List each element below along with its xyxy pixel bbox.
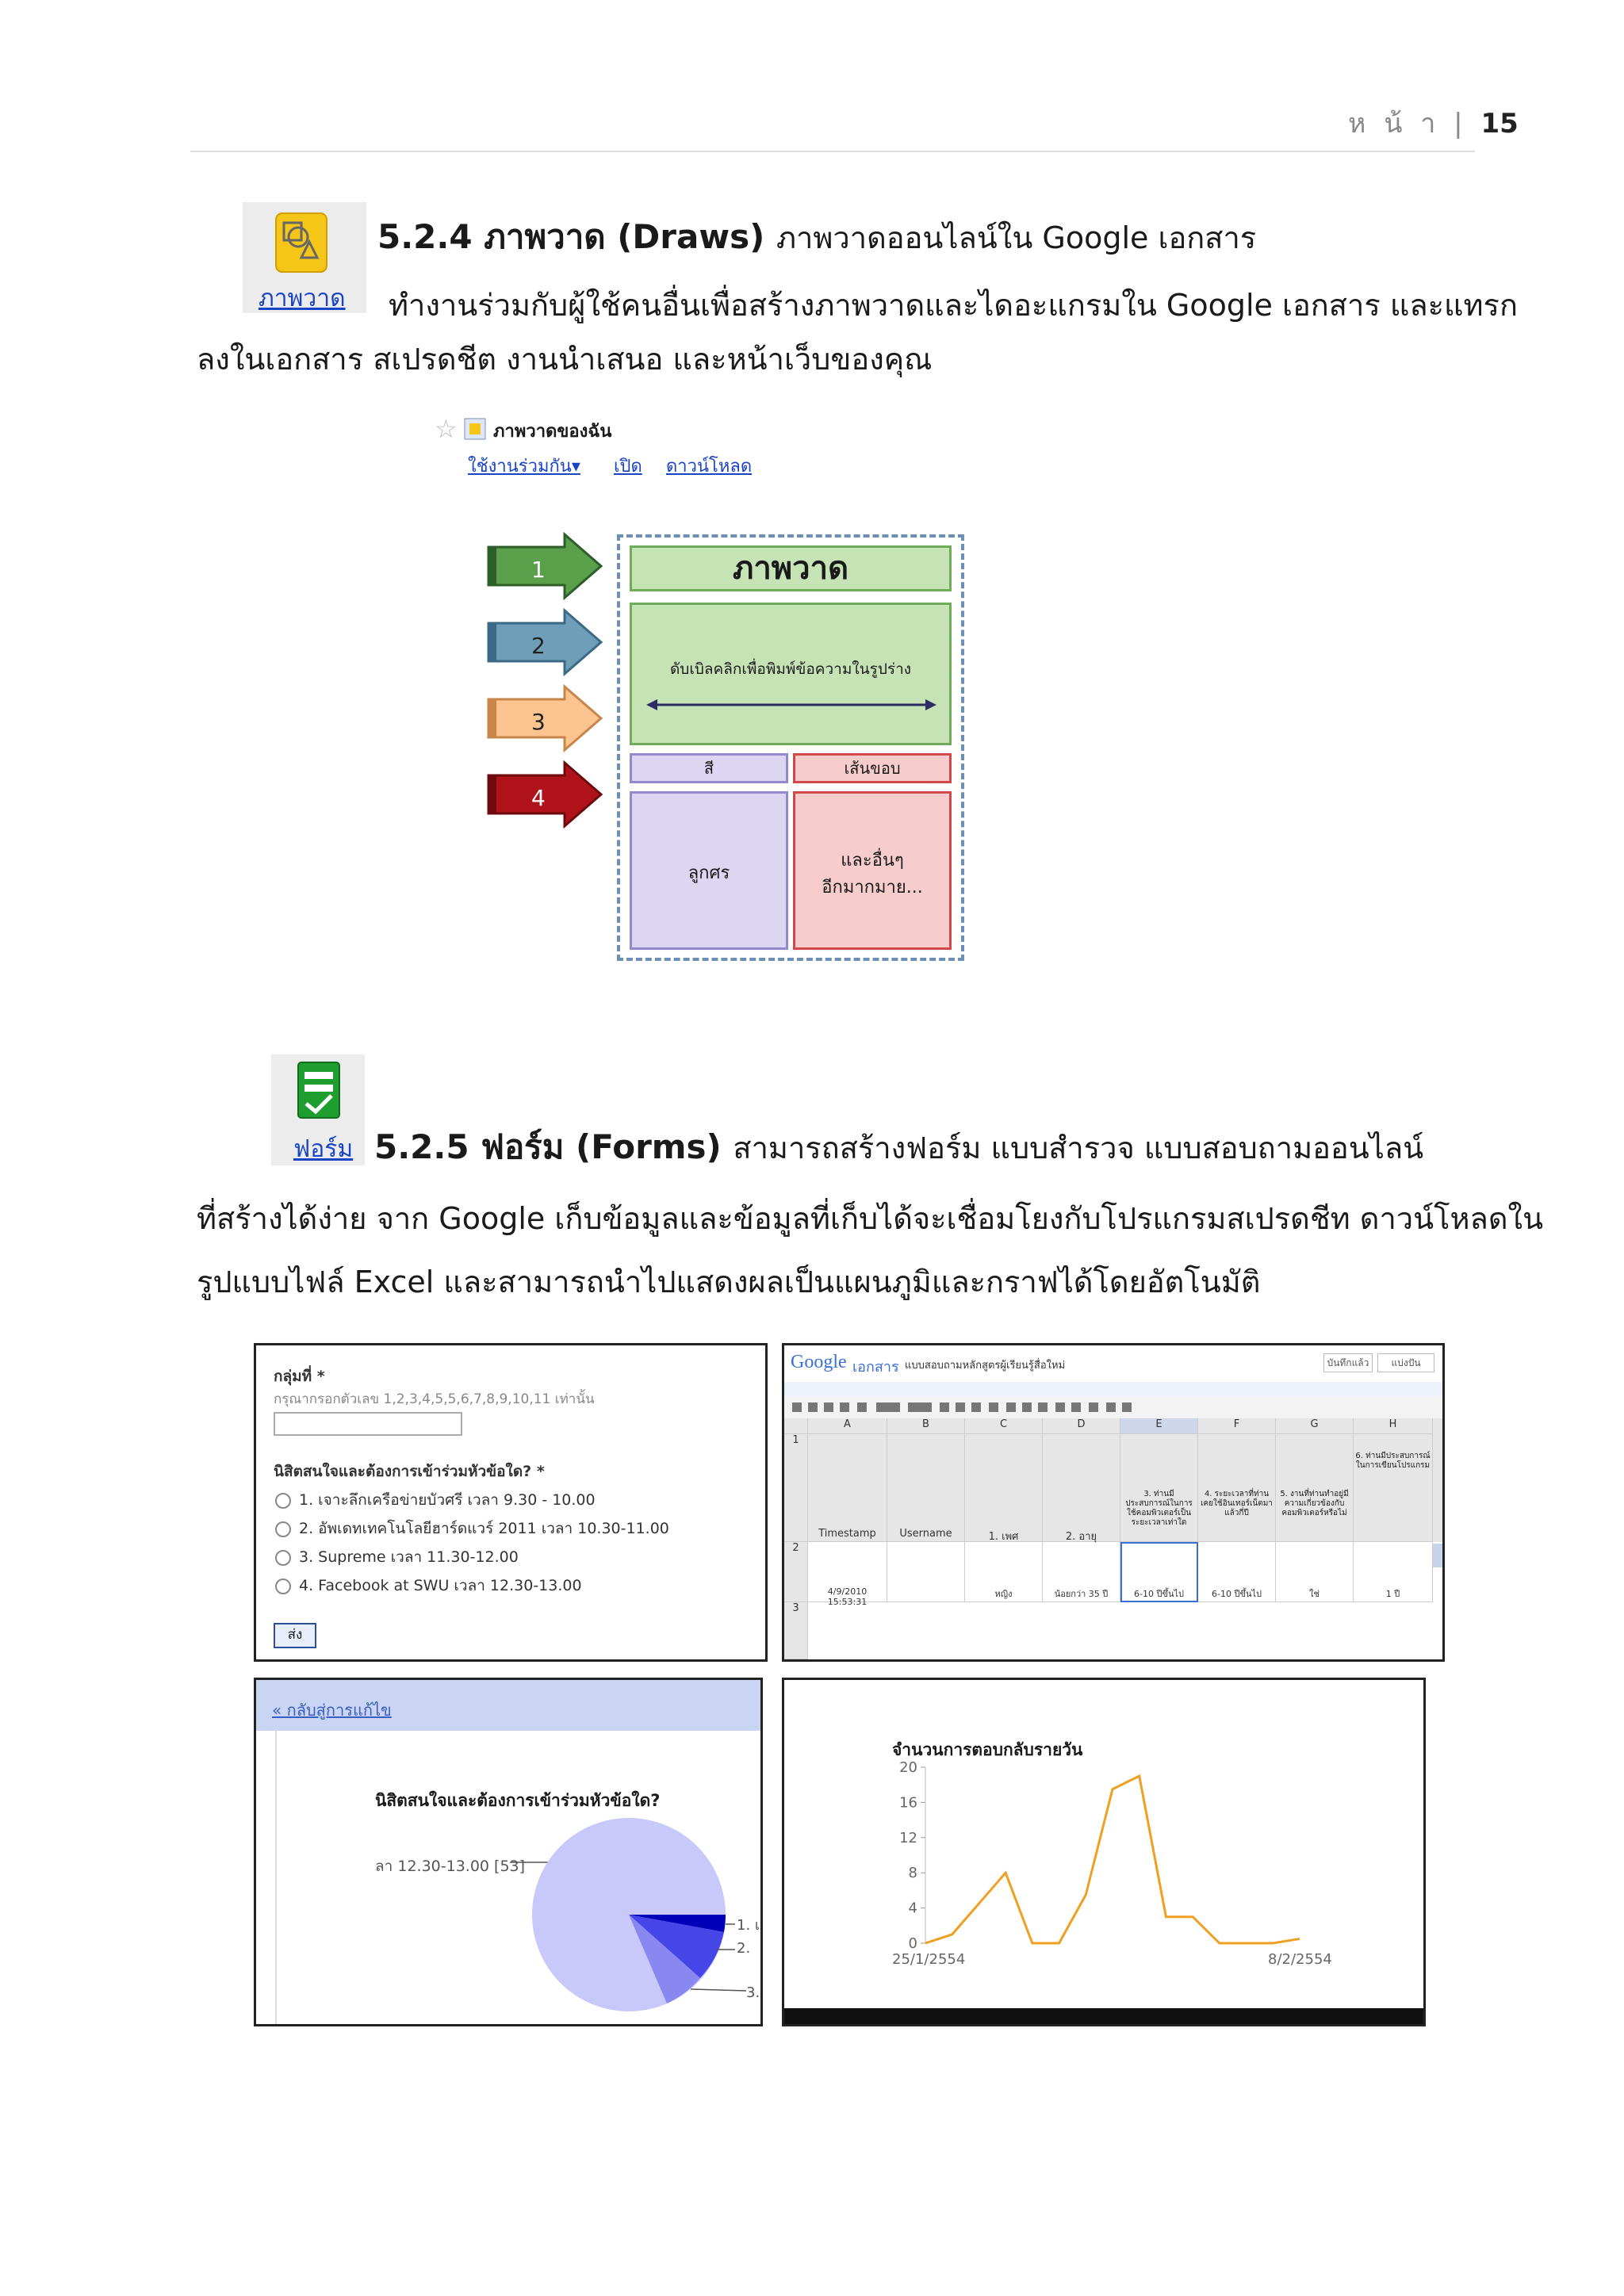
spreadsheet-screenshot bbox=[782, 1343, 1445, 1662]
group-hint: กรุณากรอกตัวเลข 1,2,3,4,5,5,6,7,8,9,10,11 เท่านั้น bbox=[274, 1391, 595, 1407]
draws-paragraph-line1: ทำงานร่วมกับผู้ใช้คนอื่นเพื่อสร้างภาพวาดและไดอะแกรมใน Google เอกสาร และแทรก bbox=[389, 288, 1518, 323]
sheet-header-row: 1 Timestamp Username 1. เพศ 2. อายุ 3. ท่านมีประสบการณ์ในการใช้คอมพิวเตอร์เป็นระยะเวลาเท่าใด 4. ระยะเวลาที่ท่านเคยใช้อินเทอร์เน็ตมาแล้วกี่ปี 5. งานที่ท่านทำอยู่มีความเกี่ยวข้องกับคอมพิวเตอร์หรือไม่ 6. ท่านมีประสบการณ์ในการเขียนโปรแกรม bbox=[784, 1434, 1442, 1542]
x-label-start: 25/1/2554 bbox=[892, 1951, 966, 1968]
share-menu[interactable]: ใช้งานร่วมกัน▾ bbox=[468, 457, 580, 476]
radio-2[interactable] bbox=[275, 1521, 291, 1537]
group-input[interactable] bbox=[274, 1412, 462, 1436]
forms-paragraph-line1: ที่สร้างได้ง่าย จาก Google เก็บข้อมูลและข้อมูลที่เก็บได้จะเชื่อมโยงกับโปรแกรมสเปรดชีท ดาวน์โหลดใน bbox=[197, 1201, 1544, 1236]
page-label: ห น้ า bbox=[1348, 108, 1441, 140]
daily-responses-chart bbox=[784, 1680, 1423, 2024]
radio-3[interactable] bbox=[275, 1550, 291, 1566]
back-to-edit-link[interactable]: « กลับสู่การแก้ไข bbox=[272, 1701, 392, 1720]
form-app-link[interactable]: ฟอร์ม bbox=[293, 1135, 354, 1163]
diagram-title-box: ภาพวาด bbox=[630, 545, 952, 591]
numbered-arrows bbox=[485, 531, 612, 832]
pie-chart-screenshot bbox=[254, 1678, 763, 2026]
pie-label-2: 2. bbox=[737, 1940, 751, 1957]
pie-chart bbox=[256, 1680, 760, 2024]
form-app-icon bbox=[271, 1054, 365, 1134]
double-arrow-icon bbox=[645, 697, 938, 713]
line-chart-title: จำนวนการตอบกลับรายวัน bbox=[892, 1740, 1083, 1759]
download-link[interactable]: ดาวน์โหลด bbox=[666, 457, 753, 476]
bottom-dark-strip bbox=[784, 2008, 1423, 2024]
toolbar-icons bbox=[784, 1396, 1181, 1418]
radio-1[interactable] bbox=[275, 1493, 291, 1509]
draw-app-link[interactable]: ภาพวาด bbox=[259, 285, 346, 312]
selected-cell[interactable]: 6-10 ปีขึ้นไป bbox=[1120, 1542, 1198, 1602]
option-3[interactable]: 3. Supreme เวลา 11.30-12.00 bbox=[275, 1545, 519, 1569]
diagram-arrow-cell: ลูกศร bbox=[630, 791, 788, 950]
question-label: นิสิตสนใจและต้องการเข้าร่วมหัวข้อใด? * bbox=[274, 1463, 545, 1480]
diagram-color-cell: สี bbox=[630, 753, 788, 783]
page-header: ห น้ า | 15 bbox=[1348, 108, 1519, 140]
y-tick-label-20: 20 bbox=[899, 1759, 917, 1776]
arrow-label-2: 2 bbox=[531, 633, 546, 659]
diagram-main-box bbox=[630, 603, 952, 745]
diagram-more-cell: และอื่นๆ อีกมากมาย... bbox=[793, 791, 952, 950]
sheet-titlebar bbox=[784, 1345, 1442, 1382]
drawing-toolbar bbox=[435, 412, 831, 476]
option-4[interactable]: 4. Facebook at SWU เวลา 12.30-13.00 bbox=[275, 1574, 582, 1598]
sheet-toolbar[interactable] bbox=[784, 1396, 1442, 1419]
section-heading-forms: 5.2.5 ฟอร์ม (Forms) สามารถสร้างฟอร์ม แบบสำรวจ แบบสอบถามออนไลน์ bbox=[374, 1127, 1424, 1166]
saved-button[interactable]: บันทึกแล้ว bbox=[1323, 1353, 1373, 1372]
line-chart-screenshot bbox=[782, 1678, 1426, 2026]
pie-label-3: 3. bbox=[746, 1984, 760, 2001]
y-tick-label-8: 8 bbox=[908, 1865, 917, 1882]
submit-button[interactable]: ส่ง bbox=[274, 1623, 316, 1648]
sheet-doc-title: แบบสอบถามหลักสูตรผู้เรียนรู้สื่อใหม่ bbox=[905, 1360, 1066, 1372]
google-logo: Google bbox=[791, 1352, 847, 1372]
sheet-scrollbar[interactable] bbox=[1433, 1544, 1442, 1567]
arrow-label-3: 3 bbox=[531, 709, 546, 735]
sheet-row-3: 3 bbox=[784, 1602, 1442, 1659]
y-tick-label-0: 0 bbox=[908, 1935, 917, 1952]
section-heading-draws: 5.2.4 ภาพวาด (Draws) ภาพวาดออนไลน์ใน Google เอกสาร bbox=[377, 217, 1257, 256]
y-tick-label-16: 16 bbox=[899, 1794, 917, 1812]
arrow-label-1: 1 bbox=[531, 557, 546, 583]
open-link[interactable]: เปิด bbox=[614, 457, 642, 476]
drawing-title: ภาพวาดของฉัน bbox=[493, 422, 612, 442]
y-tick-label-4: 4 bbox=[908, 1900, 917, 1917]
pie-question: นิสิตสนใจและต้องการเข้าร่วมหัวข้อใด? bbox=[375, 1791, 661, 1810]
pie-leader-3 bbox=[691, 1989, 746, 1991]
diagram-border-cell: เส้นขอบ bbox=[793, 753, 952, 783]
drawing-file-icon bbox=[463, 417, 487, 441]
diagram-main-text: ดับเบิลคลิกเพื่อพิมพ์ข้อความในรูปร่าง bbox=[669, 660, 912, 678]
draws-paragraph-line2: ลงในเอกสาร สเปรดชีต งานนำเสนอ และหน้าเว็บของคุณ bbox=[197, 342, 933, 377]
radio-4[interactable] bbox=[275, 1578, 291, 1594]
option-1[interactable]: 1. เจาะลึกเครือข่ายบัวศรี เวลา 9.30 - 10.00 bbox=[275, 1488, 596, 1512]
group-label: กลุ่มที่ * bbox=[274, 1368, 325, 1385]
form-screenshot bbox=[254, 1343, 768, 1662]
forms-paragraph-line2: รูปแบบไฟล์ Excel และสามารถนำไปแสดงผลเป็นแผนภูมิและกราฟได้โดยอัตโนมัติ bbox=[197, 1265, 1261, 1299]
sheet-column-headers: A B C D E F G H bbox=[784, 1418, 1442, 1434]
pie-label-main: ลา 12.30-13.00 [53] bbox=[375, 1858, 526, 1875]
header-divider bbox=[190, 151, 1475, 152]
star-icon[interactable]: ☆ bbox=[435, 414, 458, 444]
sheet-row-2: 2 4/9/2010 15:53:31 หญิง น้อยกว่า 35 ปี 6-10 ปีขึ้นไป 6-10 ปีขึ้นไป ใช่ 1 ปี bbox=[784, 1542, 1442, 1602]
sheet-menubar[interactable] bbox=[784, 1382, 1442, 1397]
option-2[interactable]: 2. อัพเดทเทคโนโลยีฮาร์ดแวร์ 2011 เวลา 10.30-11.00 bbox=[275, 1517, 669, 1540]
arrow-label-4: 4 bbox=[531, 785, 546, 811]
x-label-end: 8/2/2554 bbox=[1268, 1951, 1332, 1968]
pie-label-1: 1. เ bbox=[737, 1917, 760, 1934]
form-app-icon-box[interactable] bbox=[271, 1054, 365, 1165]
share-button[interactable]: แบ่งปัน bbox=[1377, 1353, 1434, 1372]
draw-app-icon-box[interactable] bbox=[243, 202, 366, 313]
series-line-0 bbox=[925, 1776, 1300, 1943]
page-number: 15 bbox=[1480, 108, 1519, 140]
google-docs-suffix: เอกสาร bbox=[852, 1359, 899, 1376]
y-tick-label-12: 12 bbox=[899, 1829, 917, 1846]
